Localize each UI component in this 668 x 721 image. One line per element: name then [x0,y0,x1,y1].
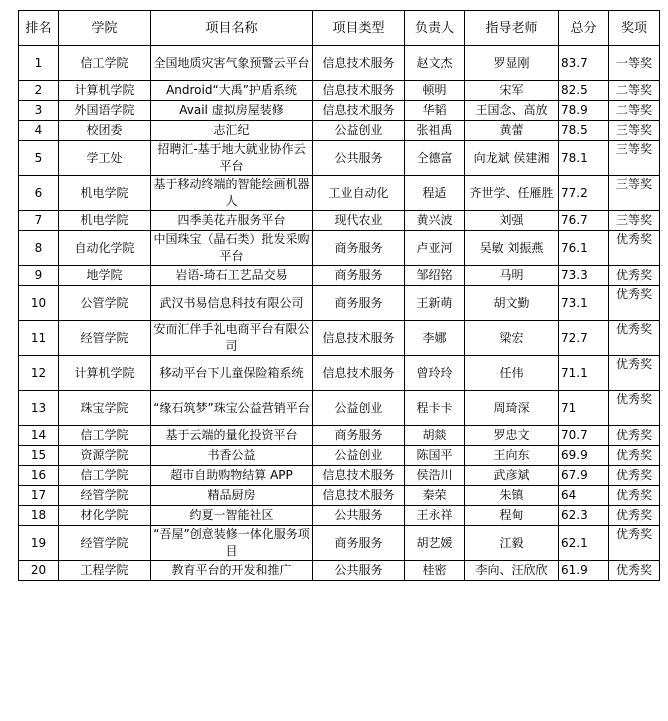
college-cell: 信工学院 [59,466,151,486]
score-cell: 83.7 [559,46,609,81]
table-row [19,446,660,466]
advisor-cell: 胡文勤 [465,286,559,321]
rank-cell: 11 [19,321,59,356]
table-row [19,506,660,526]
college-cell: 珠宝学院 [59,391,151,426]
leader-cell: 华韬 [405,101,465,121]
results-table-container [18,10,660,581]
score-cell: 71.1 [559,356,609,391]
leader-cell: 王永祥 [405,506,465,526]
project-cell: Avail 虚拟房屋装修 [151,101,313,121]
award-cell: 三等奖 [609,141,660,176]
advisor-cell: 朱镇 [465,486,559,506]
college-cell: 学工处 [59,141,151,176]
leader-cell: 曾玲玲 [405,356,465,391]
type-cell: 商务服务 [313,266,405,286]
score-cell: 78.1 [559,141,609,176]
project-cell: Android“大禹”护盾系统 [151,81,313,101]
rank-cell: 5 [19,141,59,176]
leader-cell: 黄兴波 [405,211,465,231]
advisor-cell: 刘强 [465,211,559,231]
table-row [19,321,660,356]
header-row [19,11,660,46]
score-cell: 70.7 [559,426,609,446]
leader-cell: 卢亚河 [405,231,465,266]
score-cell: 71 [559,391,609,426]
college-cell: 资源学院 [59,446,151,466]
score-cell: 62.1 [559,526,609,561]
score-cell: 77.2 [559,176,609,211]
leader-cell: 桂密 [405,561,465,581]
table-body [19,46,660,581]
project-cell: 安而汇伴手礼电商平台有限公司 [151,321,313,356]
college-cell: 计算机学院 [59,81,151,101]
rank-cell: 8 [19,231,59,266]
score-cell: 72.7 [559,321,609,356]
leader-cell: 王新萌 [405,286,465,321]
score-cell: 82.5 [559,81,609,101]
project-cell: 中国珠宝（晶石类）批发采购平台 [151,231,313,266]
rank-cell: 10 [19,286,59,321]
table-row [19,526,660,561]
type-cell: 信息技术服务 [313,466,405,486]
college-cell: 外国语学院 [59,101,151,121]
advisor-cell: 任伟 [465,356,559,391]
rank-cell: 16 [19,466,59,486]
rank-cell: 14 [19,426,59,446]
project-cell: 志汇纪 [151,121,313,141]
award-cell: 优秀奖 [609,561,660,581]
project-cell: 教育平台的开发和推广 [151,561,313,581]
rank-cell: 15 [19,446,59,466]
project-cell: 精品厨房 [151,486,313,506]
advisor-cell: 程甸 [465,506,559,526]
header-advisor: 指导老师 [465,11,559,46]
header-award: 奖项 [609,11,660,46]
header-college: 学院 [59,11,151,46]
header-rank: 排名 [19,11,59,46]
award-cell: 优秀奖 [609,391,660,426]
project-cell: 基于云端的量化投资平台 [151,426,313,446]
rank-cell: 4 [19,121,59,141]
project-cell: 书香公益 [151,446,313,466]
score-cell: 69.9 [559,446,609,466]
score-cell: 76.1 [559,231,609,266]
type-cell: 商务服务 [313,231,405,266]
award-cell: 优秀奖 [609,231,660,266]
rank-cell: 3 [19,101,59,121]
rank-cell: 13 [19,391,59,426]
advisor-cell: 向龙斌 侯建湘 [465,141,559,176]
table-row [19,466,660,486]
advisor-cell: 周琦深 [465,391,559,426]
college-cell: 地学院 [59,266,151,286]
header-leader: 负责人 [405,11,465,46]
table-row [19,121,660,141]
project-cell: 岩语-琦石工艺品交易 [151,266,313,286]
advisor-cell: 罗显刚 [465,46,559,81]
project-cell: 全国地质灾害气象预警云平台 [151,46,313,81]
type-cell: 商务服务 [313,426,405,446]
score-cell: 73.3 [559,266,609,286]
table-row [19,486,660,506]
table-row [19,561,660,581]
college-cell: 自动化学院 [59,231,151,266]
college-cell: 材化学院 [59,506,151,526]
table-row [19,101,660,121]
score-cell: 73.1 [559,286,609,321]
rank-cell: 20 [19,561,59,581]
award-cell: 优秀奖 [609,466,660,486]
project-cell: 武汉书易信息科技有限公司 [151,286,313,321]
advisor-cell: 罗忠文 [465,426,559,446]
college-cell: 机电学院 [59,176,151,211]
college-cell: 经管学院 [59,321,151,356]
leader-cell: 秦荣 [405,486,465,506]
leader-cell: 程适 [405,176,465,211]
score-cell: 67.9 [559,466,609,486]
advisor-cell: 李向、汪欣欣 [465,561,559,581]
award-cell: 优秀奖 [609,266,660,286]
leader-cell: 顿明 [405,81,465,101]
advisor-cell: 黄蕾 [465,121,559,141]
type-cell: 公共服务 [313,141,405,176]
leader-cell: 仝德富 [405,141,465,176]
project-cell: 四季美花卉服务平台 [151,211,313,231]
project-cell: 基于移动终端的智能绘画机器人 [151,176,313,211]
college-cell: 机电学院 [59,211,151,231]
rank-cell: 6 [19,176,59,211]
table-row [19,176,660,211]
rank-cell: 1 [19,46,59,81]
college-cell: 信工学院 [59,46,151,81]
table-row [19,391,660,426]
type-cell: 工业自动化 [313,176,405,211]
type-cell: 公益创业 [313,391,405,426]
award-cell: 二等奖 [609,101,660,121]
leader-cell: 赵文杰 [405,46,465,81]
project-cell: 约夏一智能社区 [151,506,313,526]
award-cell: 三等奖 [609,211,660,231]
leader-cell: 侯浩川 [405,466,465,486]
table-row [19,266,660,286]
type-cell: 信息技术服务 [313,46,405,81]
award-cell: 优秀奖 [609,526,660,561]
advisor-cell: 齐世学、任雁胜 [465,176,559,211]
leader-cell: 邹绍铭 [405,266,465,286]
leader-cell: 李娜 [405,321,465,356]
results-table [18,10,660,581]
rank-cell: 9 [19,266,59,286]
advisor-cell: 王向东 [465,446,559,466]
rank-cell: 7 [19,211,59,231]
table-row [19,141,660,176]
type-cell: 信息技术服务 [313,81,405,101]
award-cell: 优秀奖 [609,446,660,466]
project-cell: 招聘汇-基于地大就业协作云平台 [151,141,313,176]
table-row [19,356,660,391]
advisor-cell: 宋军 [465,81,559,101]
table-row [19,46,660,81]
rank-cell: 18 [19,506,59,526]
rank-cell: 12 [19,356,59,391]
table-row [19,231,660,266]
header-score: 总分 [559,11,609,46]
table-row [19,286,660,321]
project-cell: “缘石筑梦”珠宝公益营销平台 [151,391,313,426]
project-cell: 超市自助购物结算 APP [151,466,313,486]
score-cell: 62.3 [559,506,609,526]
advisor-cell: 王国念、高放 [465,101,559,121]
score-cell: 78.5 [559,121,609,141]
award-cell: 二等奖 [609,81,660,101]
rank-cell: 17 [19,486,59,506]
header-project: 项目名称 [151,11,313,46]
advisor-cell: 吴敏 刘振燕 [465,231,559,266]
type-cell: 信息技术服务 [313,486,405,506]
advisor-cell: 武彦斌 [465,466,559,486]
award-cell: 优秀奖 [609,486,660,506]
award-cell: 优秀奖 [609,506,660,526]
table-row [19,81,660,101]
type-cell: 公益创业 [313,446,405,466]
advisor-cell: 马明 [465,266,559,286]
college-cell: 经管学院 [59,526,151,561]
award-cell: 优秀奖 [609,286,660,321]
leader-cell: 胡艺媛 [405,526,465,561]
award-cell: 一等奖 [609,46,660,81]
leader-cell: 张祖禹 [405,121,465,141]
award-cell: 优秀奖 [609,426,660,446]
advisor-cell: 江毅 [465,526,559,561]
score-cell: 76.7 [559,211,609,231]
college-cell: 校团委 [59,121,151,141]
college-cell: 工程学院 [59,561,151,581]
type-cell: 公共服务 [313,561,405,581]
leader-cell: 胡燚 [405,426,465,446]
college-cell: 信工学院 [59,426,151,446]
college-cell: 经管学院 [59,486,151,506]
project-cell: 移动平台下儿童保险箱系统 [151,356,313,391]
type-cell: 现代农业 [313,211,405,231]
award-cell: 三等奖 [609,121,660,141]
type-cell: 商务服务 [313,526,405,561]
score-cell: 61.9 [559,561,609,581]
score-cell: 64 [559,486,609,506]
leader-cell: 陈国平 [405,446,465,466]
score-cell: 78.9 [559,101,609,121]
project-cell: “吾屋”创意装修一体化服务项目 [151,526,313,561]
header-type: 项目类型 [313,11,405,46]
type-cell: 公共服务 [313,506,405,526]
type-cell: 信息技术服务 [313,101,405,121]
table-row [19,211,660,231]
type-cell: 信息技术服务 [313,321,405,356]
leader-cell: 程卡卡 [405,391,465,426]
award-cell: 优秀奖 [609,321,660,356]
advisor-cell: 梁宏 [465,321,559,356]
college-cell: 公管学院 [59,286,151,321]
rank-cell: 2 [19,81,59,101]
table-row [19,426,660,446]
type-cell: 商务服务 [313,286,405,321]
award-cell: 优秀奖 [609,356,660,391]
type-cell: 信息技术服务 [313,356,405,391]
rank-cell: 19 [19,526,59,561]
type-cell: 公益创业 [313,121,405,141]
college-cell: 计算机学院 [59,356,151,391]
award-cell: 三等奖 [609,176,660,211]
